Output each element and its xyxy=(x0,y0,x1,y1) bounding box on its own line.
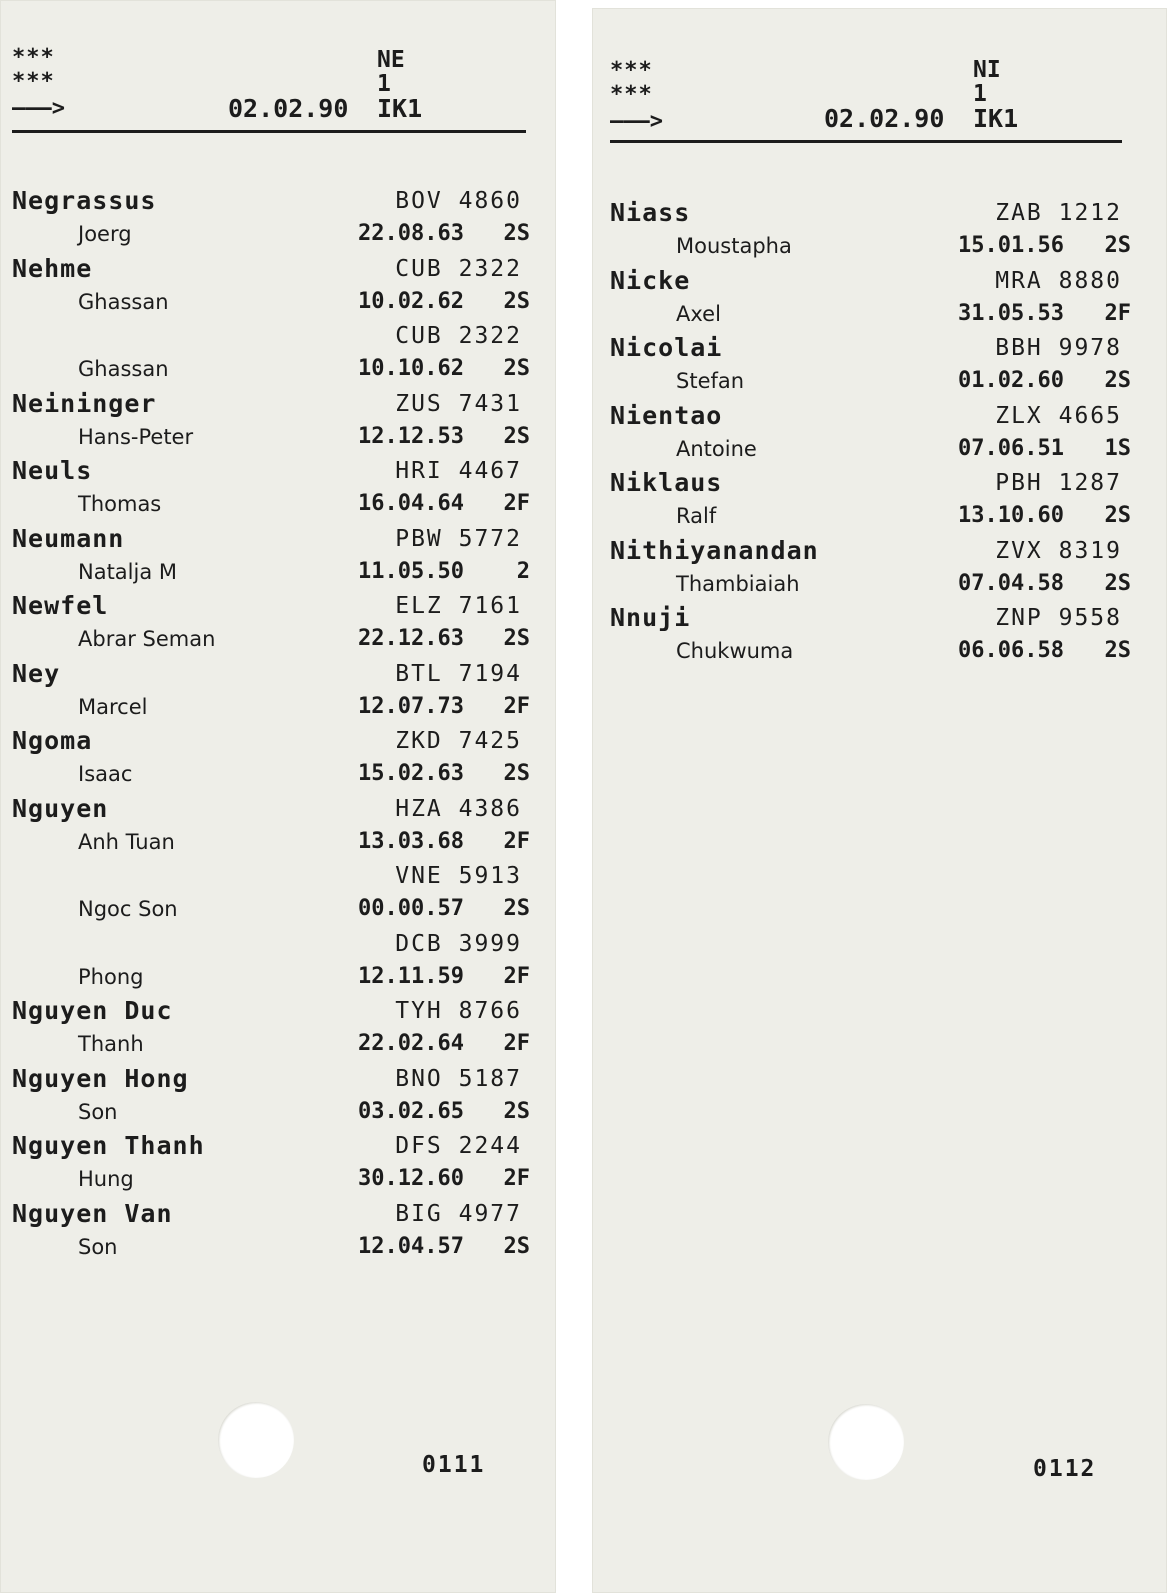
id-code-text: ZVX 8319 xyxy=(995,537,1122,564)
page-number: 0111 xyxy=(422,1452,486,1478)
given-name-text: Ghassan xyxy=(78,357,169,381)
class-code-text: 2S xyxy=(503,1233,530,1259)
birth-date-text: 12.07.73 xyxy=(358,693,464,719)
entry-row xyxy=(0,456,556,524)
birth-date-text: 06.06.58 xyxy=(958,638,1064,663)
punch-hole xyxy=(828,1404,904,1480)
class-code-text: 2S xyxy=(503,896,530,921)
entry-row xyxy=(0,524,556,592)
surname-text: Nguyen Duc xyxy=(12,996,173,1025)
birth-date-text: 10.02.62 xyxy=(358,288,464,314)
page-number: 0112 xyxy=(1033,1456,1097,1482)
surname-text: Negrassus xyxy=(12,186,157,215)
id-code-text: ZKD 7425 xyxy=(395,728,522,754)
id-code-text: BTL 7194 xyxy=(395,660,522,687)
surname-text: Ney xyxy=(12,658,61,688)
birth-date-text: 22.08.63 xyxy=(358,221,464,246)
given-name-text: Chukwuma xyxy=(676,639,794,663)
birth-date-text: 22.12.63 xyxy=(358,626,464,651)
birth-date-text: 01.02.60 xyxy=(958,368,1064,393)
id-code-text: MRA 8880 xyxy=(995,267,1122,294)
birth-date-text: 15.02.63 xyxy=(358,761,464,786)
birth-date-text: 12.04.57 xyxy=(358,1233,464,1259)
id-code-text: BNO 5187 xyxy=(395,1065,522,1092)
surname-text: Neumann xyxy=(12,523,125,553)
given-name-text: Antoine xyxy=(676,436,757,461)
given-name-text: Son xyxy=(78,1099,118,1124)
entry-row xyxy=(0,1199,556,1267)
id-code-text: ZUS 7431 xyxy=(395,390,522,417)
id-code-text: BBH 9978 xyxy=(995,335,1122,361)
surname-text: Nicolai xyxy=(610,333,723,362)
given-name-text: Ralf xyxy=(676,504,717,528)
entry-list xyxy=(0,186,556,1266)
index-number: 1 xyxy=(973,81,987,107)
given-name-text: Son xyxy=(78,1234,118,1259)
class-code-text: 2F xyxy=(503,963,530,989)
entry-row xyxy=(0,389,556,457)
surname-text: Niass xyxy=(610,198,691,227)
id-code-text: BOV 4860 xyxy=(395,188,522,214)
class-code-text: 2S xyxy=(503,1098,530,1124)
id-code-text: DFS 2244 xyxy=(395,1133,522,1159)
entry-row xyxy=(0,254,556,322)
given-name-text: Abrar Seman xyxy=(78,627,216,651)
index-number: 1 xyxy=(377,71,391,97)
entry-row xyxy=(592,468,1167,536)
class-code-text: 2S xyxy=(1104,638,1131,663)
entry-row xyxy=(0,591,556,659)
class-code-text: 2S xyxy=(503,626,530,651)
id-code-text: PBW 5772 xyxy=(395,525,522,552)
entry-row xyxy=(592,603,1167,671)
given-name-text: Thomas xyxy=(78,492,162,516)
entry-row xyxy=(592,333,1167,401)
given-name-text: Natalja M xyxy=(78,559,178,584)
header-suffix: IK1 xyxy=(377,94,423,123)
entry-row xyxy=(0,659,556,727)
class-code-text: 2F xyxy=(503,828,530,854)
id-code-text: ZLX 4665 xyxy=(995,402,1122,429)
id-code-text: BIG 4977 xyxy=(395,1200,522,1227)
id-code-text: HZA 4386 xyxy=(395,795,522,822)
surname-text: Neuls xyxy=(12,456,93,485)
given-name-text: Anh Tuan xyxy=(78,829,175,854)
card-header xyxy=(0,0,556,150)
stars-line-2: *** xyxy=(12,69,55,94)
given-name-text: Hung xyxy=(78,1167,134,1191)
surname-text: Nguyen xyxy=(12,793,109,823)
birth-date-text: 13.10.60 xyxy=(958,503,1064,528)
arrow-icon: ———> xyxy=(12,96,65,121)
id-code-text: CUB 2322 xyxy=(395,255,522,282)
class-code-text: 2F xyxy=(503,1166,530,1191)
entry-row xyxy=(592,536,1167,604)
given-name-text: Thambiaiah xyxy=(676,571,800,596)
card-ni xyxy=(592,8,1167,1593)
surname-text: Ngoma xyxy=(12,726,93,755)
surname-text: Nnuji xyxy=(610,603,691,632)
birth-date-text: 12.11.59 xyxy=(358,963,464,989)
entry-row xyxy=(0,321,556,389)
surname-text: Nientao xyxy=(610,400,723,430)
stars-line-1: *** xyxy=(610,58,653,83)
given-name-text: Axel xyxy=(676,301,721,326)
given-name-text: Phong xyxy=(78,964,144,989)
class-code-text: 2F xyxy=(503,1031,530,1056)
entry-row xyxy=(0,929,556,997)
birth-date-text: 07.06.51 xyxy=(958,435,1064,461)
given-name-text: Ngoc Son xyxy=(78,897,178,921)
class-code-text: 2F xyxy=(503,491,530,516)
birth-date-text: 31.05.53 xyxy=(958,300,1064,326)
birth-date-text: 00.00.57 xyxy=(358,896,464,921)
birth-date-text: 12.12.53 xyxy=(358,423,464,449)
id-code-text: ZNP 9558 xyxy=(995,605,1122,631)
surname-text: Nguyen Thanh xyxy=(12,1131,205,1160)
entry-row xyxy=(0,861,556,929)
stars-line-1: *** xyxy=(12,45,55,70)
surname-text: Nguyen Hong xyxy=(12,1063,189,1093)
id-code-text: VNE 5913 xyxy=(395,863,522,889)
given-name-text: Joerg xyxy=(78,222,132,246)
entry-row xyxy=(0,1131,556,1199)
surname-text: Nithiyanandan xyxy=(610,535,819,565)
class-code-text: 2S xyxy=(1104,233,1131,258)
stars-line-2: *** xyxy=(610,82,653,107)
entry-row xyxy=(0,186,556,254)
class-code-text: 2S xyxy=(503,423,530,449)
class-code-text: 2S xyxy=(503,761,530,786)
surname-text: Niklaus xyxy=(610,468,723,497)
index-code: NI xyxy=(973,57,1001,83)
birth-date-text: 13.03.68 xyxy=(358,828,464,854)
birth-date-text: 03.02.65 xyxy=(358,1098,464,1124)
id-code-text: ZAB 1212 xyxy=(995,200,1122,226)
entry-row xyxy=(0,794,556,862)
birth-date-text: 11.05.50 xyxy=(358,558,464,584)
entry-row xyxy=(0,726,556,794)
header-date: 02.02.90 xyxy=(824,104,945,133)
header-rule xyxy=(610,140,1122,143)
given-name-text: Isaac xyxy=(78,762,133,786)
arrow-icon: ———> xyxy=(610,109,663,134)
class-code-text: 1S xyxy=(1104,435,1131,461)
card-ne xyxy=(0,0,556,1593)
given-name-text: Thanh xyxy=(78,1032,144,1056)
surname-text: Nguyen Van xyxy=(12,1198,173,1228)
entry-list xyxy=(592,198,1167,671)
id-code-text: ELZ 7161 xyxy=(395,593,522,619)
given-name-text: Ghassan xyxy=(78,289,169,314)
id-code-text: PBH 1287 xyxy=(995,470,1122,496)
class-code-text: 2 xyxy=(516,558,530,584)
given-name-text: Hans-Peter xyxy=(78,424,194,449)
entry-row xyxy=(0,1064,556,1132)
surname-text: Newfel xyxy=(12,591,109,620)
punch-hole xyxy=(218,1402,294,1478)
class-code-text: 2S xyxy=(1104,570,1131,596)
class-code-text: 2S xyxy=(503,356,530,381)
id-code-text: TYH 8766 xyxy=(395,998,522,1024)
class-code-text: 2S xyxy=(1104,503,1131,528)
class-code-text: 2S xyxy=(503,221,530,246)
id-code-text: CUB 2322 xyxy=(395,323,522,349)
surname-text: Nicke xyxy=(610,265,691,295)
header-rule xyxy=(12,130,526,133)
birth-date-text: 10.10.62 xyxy=(358,356,464,381)
entry-row xyxy=(592,266,1167,334)
header-suffix: IK1 xyxy=(973,104,1019,133)
birth-date-text: 22.02.64 xyxy=(358,1031,464,1056)
entry-row xyxy=(592,401,1167,469)
surname-text: Nehme xyxy=(12,253,93,283)
given-name-text: Marcel xyxy=(78,694,148,719)
class-code-text: 2F xyxy=(1104,300,1131,326)
index-code: NE xyxy=(377,47,405,73)
surname-text: Neininger xyxy=(12,388,157,418)
header-date: 02.02.90 xyxy=(228,94,349,123)
class-code-text: 2S xyxy=(1104,368,1131,393)
birth-date-text: 16.04.64 xyxy=(358,491,464,516)
entry-row xyxy=(0,996,556,1064)
entry-row xyxy=(592,198,1167,266)
card-header xyxy=(592,8,1167,158)
class-code-text: 2F xyxy=(503,693,530,719)
birth-date-text: 30.12.60 xyxy=(358,1166,464,1191)
birth-date-text: 15.01.56 xyxy=(958,233,1064,258)
id-code-text: DCB 3999 xyxy=(395,930,522,957)
given-name-text: Moustapha xyxy=(676,234,792,258)
id-code-text: HRI 4467 xyxy=(395,458,522,484)
birth-date-text: 07.04.58 xyxy=(958,570,1064,596)
given-name-text: Stefan xyxy=(676,369,745,393)
class-code-text: 2S xyxy=(503,288,530,314)
